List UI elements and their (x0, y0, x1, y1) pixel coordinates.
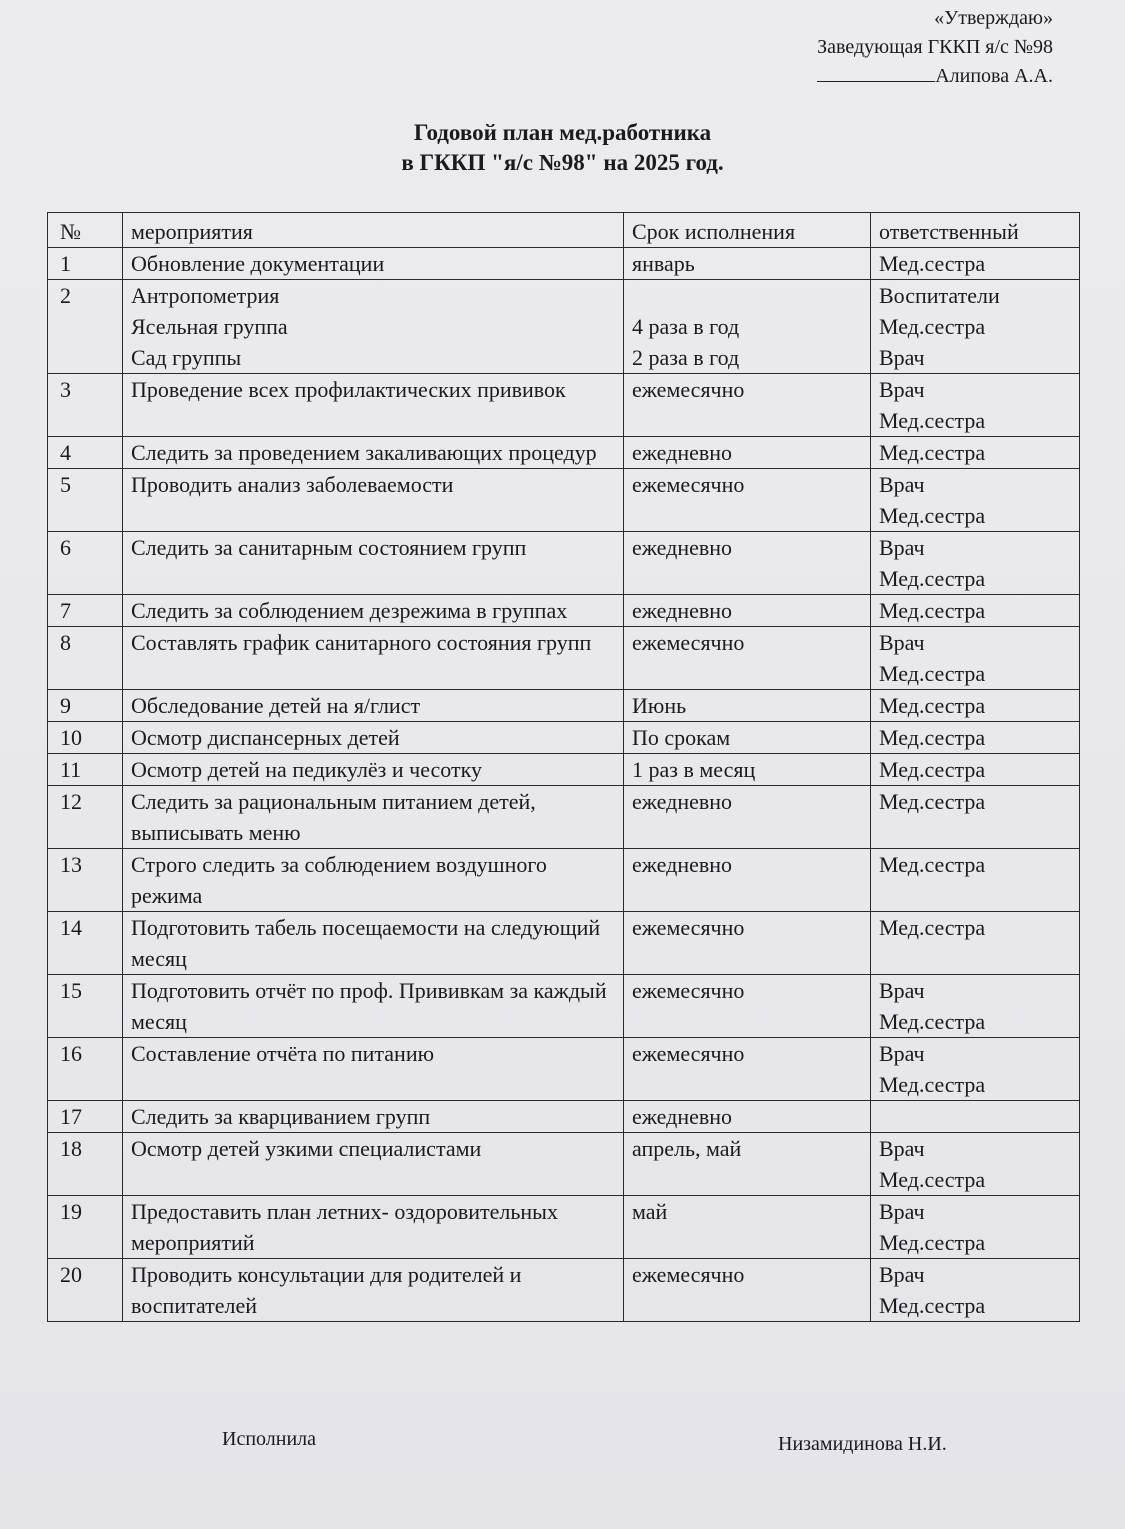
row-deadline: ежедневно (624, 595, 871, 627)
row-deadline: ежедневно (624, 1101, 871, 1133)
row-responsible: Мед.сестра (871, 912, 1080, 975)
row-activity: Составление отчёта по питанию (123, 1038, 624, 1101)
row-number: 13 (48, 849, 123, 912)
row-activity: Следить за кварциванием групп (123, 1101, 624, 1133)
row-number: 4 (48, 437, 123, 469)
row-activity: Подготовить отчёт по проф. Прививкам за каждый месяц (123, 975, 624, 1038)
title-line-1: Годовой план мед.работника (413, 120, 712, 145)
row-number: 17 (48, 1101, 123, 1133)
row-deadline: ежемесячно (624, 627, 871, 690)
row-number: 8 (48, 627, 123, 690)
row-deadline: апрель, май (624, 1133, 871, 1196)
row-activity: Осмотр детей узкими специалистами (123, 1133, 624, 1196)
table-row (48, 1259, 1080, 1322)
table-row (48, 722, 1080, 754)
table-row (48, 248, 1080, 280)
signature-line (817, 63, 935, 82)
row-activity: Подготовить табель посещаемости на следующий месяц (123, 912, 624, 975)
approval-position: Заведующая ГККП я/с №98 (817, 36, 1053, 58)
row-responsible: Врач Мед.сестра (871, 532, 1080, 595)
title-line-2: в ГККП "я/с №98" на 2025 год. (401, 150, 724, 175)
row-deadline: ежемесячно (624, 1038, 871, 1101)
header-number: № (48, 213, 123, 248)
row-activity: Следить за санитарным состоянием групп (123, 532, 624, 595)
approval-signer: Алипова А.А. (935, 65, 1053, 87)
row-responsible (871, 1101, 1080, 1133)
row-responsible: Мед.сестра (871, 595, 1080, 627)
row-activity: Обновление документации (123, 248, 624, 280)
table-row (48, 437, 1080, 469)
table-row (48, 532, 1080, 595)
row-deadline: ежедневно (624, 786, 871, 849)
row-deadline: ежедневно (624, 532, 871, 595)
table-row (48, 690, 1080, 722)
row-number: 14 (48, 912, 123, 975)
table-row (48, 754, 1080, 786)
approval-signature (817, 62, 1053, 91)
table-row (48, 595, 1080, 627)
row-activity: Осмотр диспансерных детей (123, 722, 624, 754)
header-deadline: Срок исполнения (624, 213, 871, 248)
row-number: 15 (48, 975, 123, 1038)
approval-heading: «Утверждаю» (934, 7, 1053, 29)
row-activity: Следить за проведением закаливающих процедур (123, 437, 624, 469)
row-deadline: январь (624, 248, 871, 280)
row-responsible: Воспитатели Мед.сестра Врач (871, 280, 1080, 374)
row-activity: Предоставить план летних- оздоровительных мероприятий (123, 1196, 624, 1259)
plan-table-body (48, 248, 1080, 1322)
row-number: 11 (48, 754, 123, 786)
row-number: 7 (48, 595, 123, 627)
table-row (48, 280, 1080, 374)
row-responsible: Врач Мед.сестра (871, 1038, 1080, 1101)
row-number: 18 (48, 1133, 123, 1196)
row-responsible: Мед.сестра (871, 754, 1080, 786)
performed-by-label: Исполнила (222, 1428, 317, 1450)
row-responsible: Врач Мед.сестра (871, 1133, 1080, 1196)
table-row (48, 1133, 1080, 1196)
row-number: 2 (48, 280, 123, 374)
table-row (48, 627, 1080, 690)
table-row (48, 786, 1080, 849)
row-responsible: Мед.сестра (871, 690, 1080, 722)
approval-block (817, 4, 1053, 91)
row-activity: Составлять график санитарного состояния групп (123, 627, 624, 690)
table-row (48, 374, 1080, 437)
row-deadline: ежемесячно (624, 912, 871, 975)
row-number: 20 (48, 1259, 123, 1322)
row-number: 10 (48, 722, 123, 754)
row-deadline: ежедневно (624, 849, 871, 912)
row-activity: Антропометрия Ясельная группа Сад группы (123, 280, 624, 374)
row-deadline: ежемесячно (624, 1259, 871, 1322)
performer-name: Низамидинова Н.И. (778, 1433, 947, 1455)
row-activity: Проведение всех профилактических прививок (123, 374, 624, 437)
row-responsible: Мед.сестра (871, 248, 1080, 280)
row-number: 1 (48, 248, 123, 280)
row-activity: Строго следить за соблюдением воздушного режима (123, 849, 624, 912)
table-row (48, 469, 1080, 532)
row-number: 19 (48, 1196, 123, 1259)
row-activity: Осмотр детей на педикулёз и чесотку (123, 754, 624, 786)
plan-table (47, 212, 1080, 1322)
row-responsible: Врач Мед.сестра (871, 1196, 1080, 1259)
row-deadline: ежедневно (624, 437, 871, 469)
row-deadline: По срокам (624, 722, 871, 754)
row-number: 9 (48, 690, 123, 722)
row-responsible: Врач Мед.сестра (871, 627, 1080, 690)
row-activity: Обследование детей на я/глист (123, 690, 624, 722)
row-number: 6 (48, 532, 123, 595)
row-number: 3 (48, 374, 123, 437)
row-responsible: Врач Мед.сестра (871, 469, 1080, 532)
row-number: 16 (48, 1038, 123, 1101)
table-row (48, 975, 1080, 1038)
row-deadline: май (624, 1196, 871, 1259)
row-responsible: Врач Мед.сестра (871, 1259, 1080, 1322)
table-row (48, 1101, 1080, 1133)
table-row (48, 1038, 1080, 1101)
row-activity: Следить за соблюдением дезрежима в группах (123, 595, 624, 627)
row-deadline: 1 раз в месяц (624, 754, 871, 786)
row-deadline: Июнь (624, 690, 871, 722)
row-deadline: ежемесячно (624, 374, 871, 437)
row-deadline: 4 раза в год 2 раза в год (624, 280, 871, 374)
document-title (0, 118, 1125, 178)
header-activities: мероприятия (123, 213, 624, 248)
row-responsible: Врач Мед.сестра (871, 975, 1080, 1038)
table-row (48, 912, 1080, 975)
row-activity: Проводить анализ заболеваемости (123, 469, 624, 532)
row-number: 5 (48, 469, 123, 532)
header-responsible: ответственный (871, 213, 1080, 248)
row-activity: Следить за рациональным питанием детей, выписывать меню (123, 786, 624, 849)
row-responsible: Мед.сестра (871, 786, 1080, 849)
row-activity: Проводить консультации для родителей и воспитателей (123, 1259, 624, 1322)
row-deadline: ежемесячно (624, 469, 871, 532)
table-header-row (48, 213, 1080, 248)
table-row (48, 849, 1080, 912)
row-responsible: Мед.сестра (871, 722, 1080, 754)
table-row (48, 1196, 1080, 1259)
row-responsible: Врач Мед.сестра (871, 374, 1080, 437)
row-deadline: ежемесячно (624, 975, 871, 1038)
row-responsible: Мед.сестра (871, 849, 1080, 912)
row-number: 12 (48, 786, 123, 849)
row-responsible: Мед.сестра (871, 437, 1080, 469)
